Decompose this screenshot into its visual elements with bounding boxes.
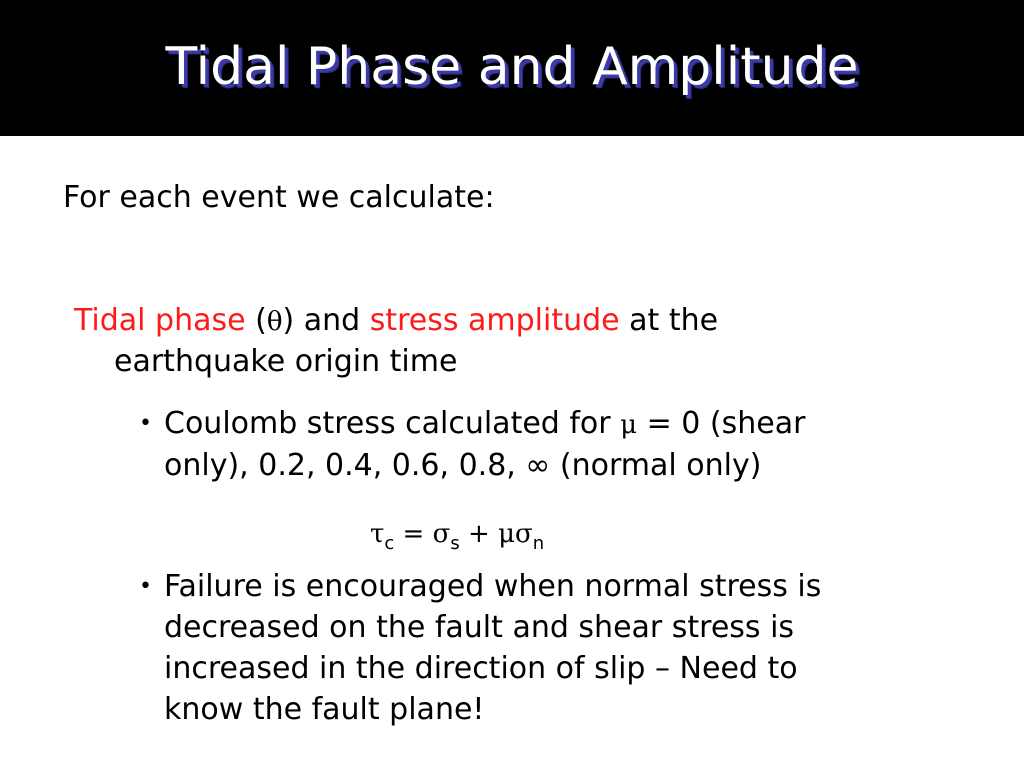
bullet-1-text-a: Coulomb stress calculated for: [164, 406, 621, 441]
bullet-2-line: decreased on the fault and shear stress is: [164, 610, 795, 645]
intro-text: For each event we calculate:: [63, 180, 495, 215]
plus-sign: +: [459, 519, 499, 549]
subscript-c: c: [384, 533, 395, 554]
coulomb-equation: [370, 514, 544, 557]
main-point-line-2: earthquake origin time: [114, 344, 458, 379]
bullet-2-line: know the fault plane!: [164, 692, 485, 727]
mu-symbol: μ: [620, 410, 638, 440]
bullet-1-line-1: [164, 404, 805, 445]
subscript-s: s: [450, 533, 460, 554]
bullet-1-text-b: = 0 (shear: [637, 406, 806, 441]
term-stress-amplitude: stress amplitude: [369, 303, 620, 338]
term-tidal-phase: Tidal phase: [74, 303, 246, 338]
tau-symbol: τ: [370, 519, 385, 549]
open-paren: (: [245, 303, 267, 338]
mu-sigma-symbol: μσ: [498, 519, 533, 549]
theta-symbol: θ: [266, 307, 283, 337]
equals-sign: =: [394, 519, 433, 549]
subscript-n: n: [532, 533, 545, 554]
close-and: ) and: [282, 303, 370, 338]
bullet-2-dot: •: [139, 574, 152, 599]
main-point-line-1: [74, 301, 718, 342]
main-point-rest-1: at the: [619, 303, 719, 338]
bullet-1-line-2: only), 0.2, 0.4, 0.6, 0.8, ∞ (normal only): [164, 448, 762, 483]
sigma-s-symbol: σ: [432, 519, 451, 549]
bullet-2-line: increased in the direction of slip – Need to: [164, 651, 798, 686]
slide-title: Tidal Phase and Amplitude: [165, 37, 859, 97]
bullet-1-dot: •: [139, 411, 152, 436]
bullet-2-line: Failure is encouraged when normal stress is: [164, 569, 822, 604]
